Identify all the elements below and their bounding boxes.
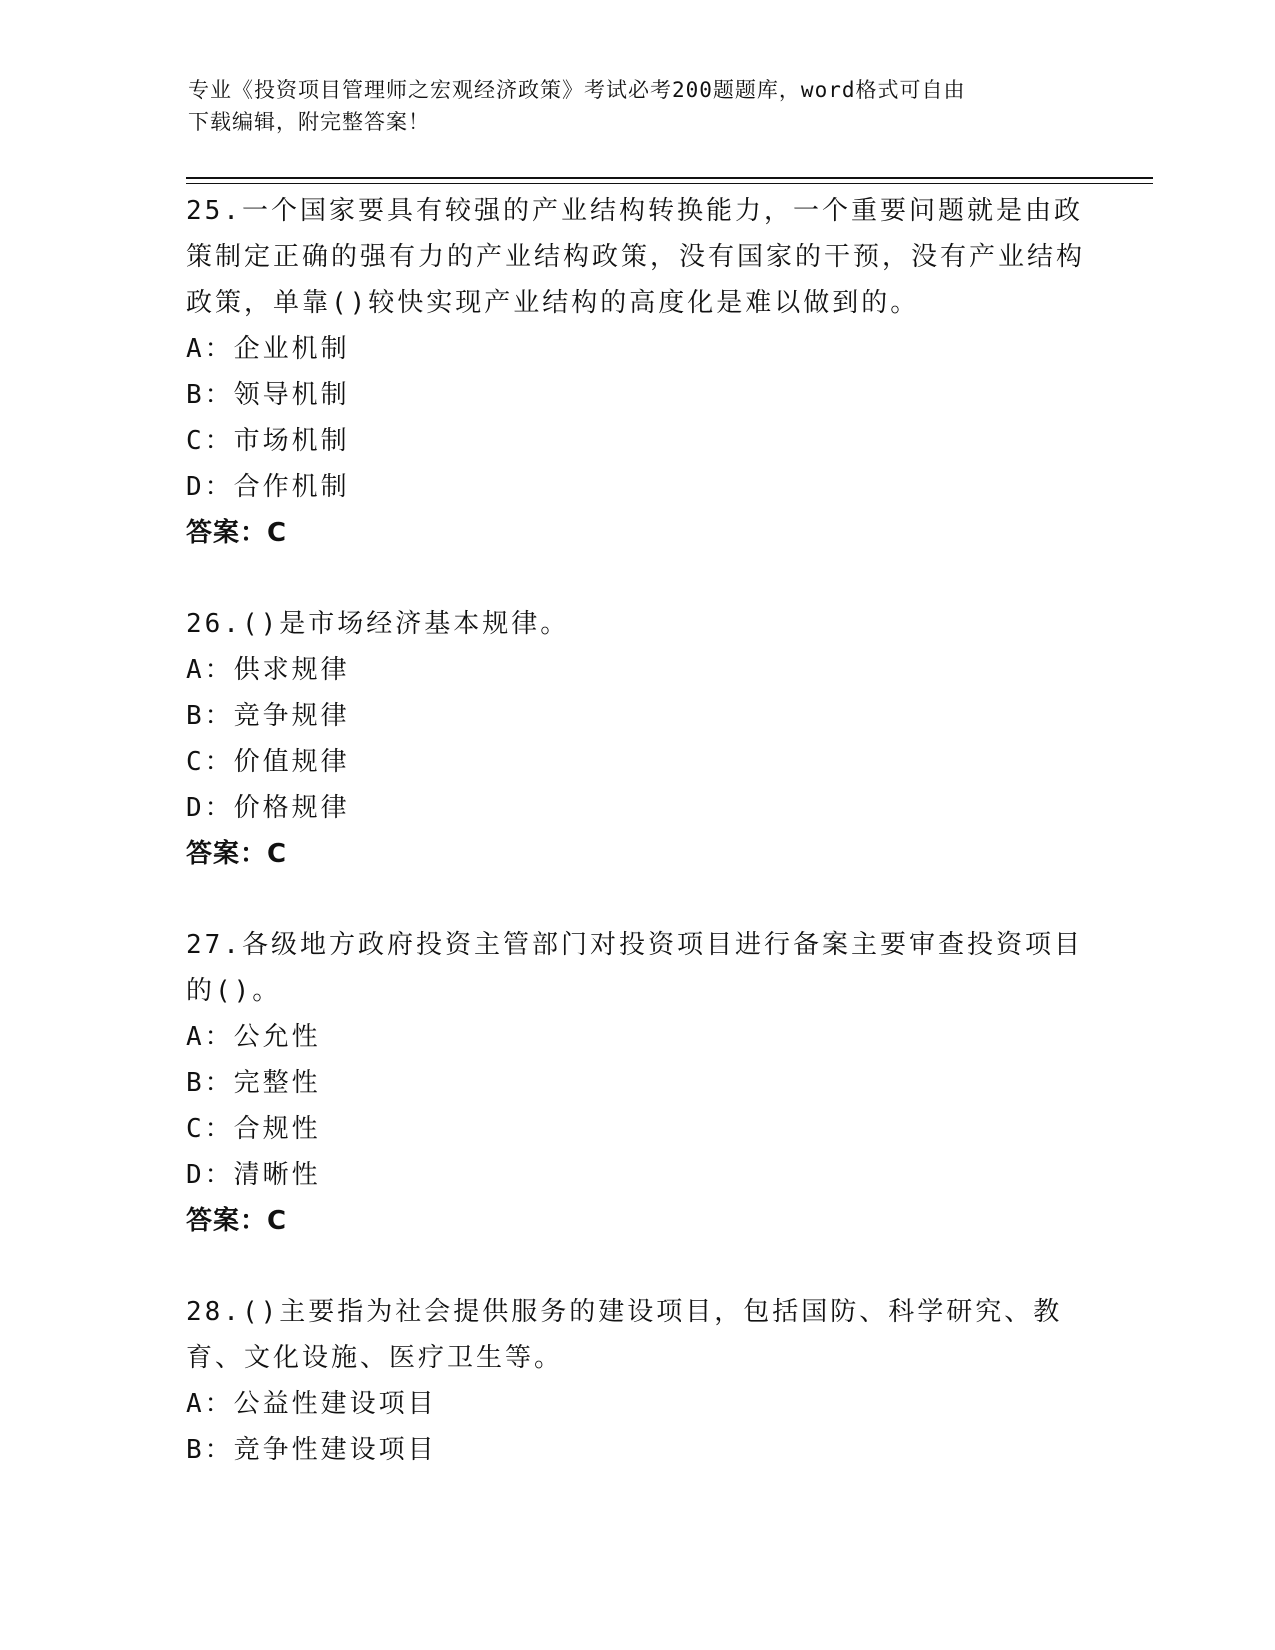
question-stem: 28.()主要指为社会提供服务的建设项目，包括国防、科学研究、教育、文化设施、医疗卫生等。 (186, 1297, 1063, 1373)
question-stem: 25.一个国家要具有较强的产业结构转换能力，一个重要问题就是由政策制定正确的强有力的产业结构政策，没有国家的干预，没有产业结构政策，单靠()较快实现产业结构的高度化是难以做到的。 (186, 196, 1086, 318)
document-header (188, 74, 1068, 138)
header-line-1: 专业《投资项目管理师之宏观经济政策》考试必考200题题库，word格式可自由 (188, 78, 966, 102)
answer-line: 答案：C (186, 1206, 288, 1236)
option-d: D：清晰性 (186, 1160, 321, 1190)
option-d: D：合作机制 (186, 472, 350, 502)
question-stem: 26.()是市场经济基本规律。 (186, 609, 570, 639)
option-b: B：竞争性建设项目 (186, 1435, 437, 1465)
answer-line: 答案：C (186, 518, 288, 548)
option-b: B：完整性 (186, 1068, 321, 1098)
option-a: A：公允性 (186, 1022, 321, 1052)
option-a: A：公益性建设项目 (186, 1389, 437, 1419)
question-26 (186, 601, 1086, 877)
question-28 (186, 1289, 1086, 1473)
option-a: A：供求规律 (186, 655, 350, 685)
question-list (186, 188, 1086, 1518)
question-27 (186, 922, 1086, 1244)
answer-line: 答案：C (186, 839, 288, 869)
header-line-2: 下载编辑，附完整答案！ (188, 110, 430, 134)
option-b: B：领导机制 (186, 380, 350, 410)
header-divider-thin (186, 183, 1153, 184)
option-c: C：市场机制 (186, 426, 350, 456)
option-c: C：价值规律 (186, 747, 350, 777)
option-a: A：企业机制 (186, 334, 350, 364)
option-d: D：价格规律 (186, 793, 350, 823)
header-divider-thick (186, 177, 1153, 179)
question-25 (186, 188, 1086, 556)
question-stem: 27.各级地方政府投资主管部门对投资项目进行备案主要审查投资项目的()。 (186, 930, 1083, 1006)
option-b: B：竞争规律 (186, 701, 350, 731)
option-c: C：合规性 (186, 1114, 321, 1144)
